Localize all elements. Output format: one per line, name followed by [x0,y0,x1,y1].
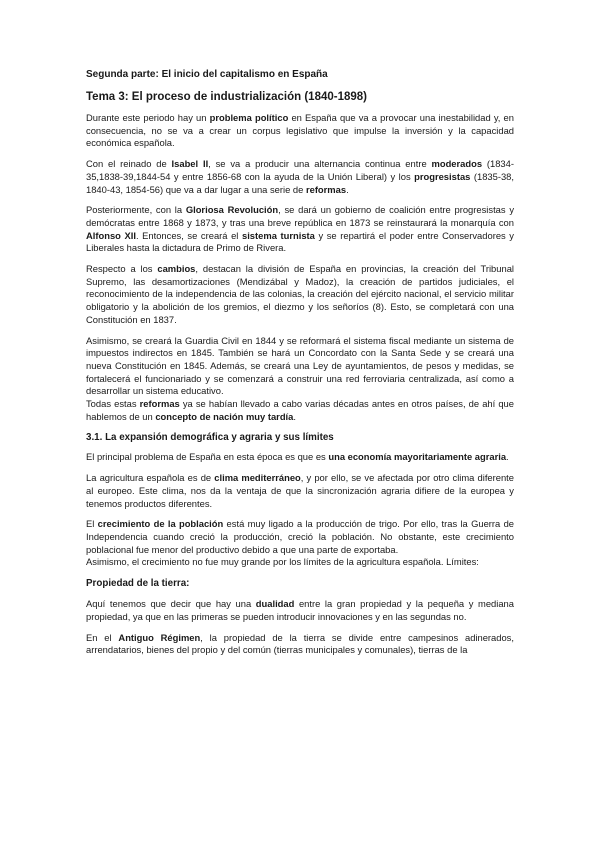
paragraph-economia-agraria [86,451,514,464]
bold-run: reformas [139,398,180,410]
bold-run: problema político [209,112,289,123]
paragraph-reformas [86,398,514,423]
bold-run: Gloriosa Revolución [185,204,279,216]
paragraph-isabel-ii [86,158,514,196]
text-run: En el [86,631,119,643]
bold-run: moderados [431,158,483,170]
text-run: . [293,410,296,422]
bold-run: crecimiento de la población [97,518,224,530]
text-run: , se dará un gobierno de coalición entre progresistas y demócratas entre 1868 y 1873, y tras una breve república en 1873 se reinstaurará la monarquía con [86,204,515,228]
text-run: El principal problema de España en esta época es que es [86,451,329,463]
text-run: . [506,451,509,463]
section-title: 3.1. La expansión demográfica y agraria y sus límites [86,432,334,444]
subsection-title: Propiedad de la tierra: [86,578,190,590]
bold-run: una economía mayoritariamente agraria [328,451,507,463]
bold-run: dualidad [255,598,295,610]
text-run: , se va a producir una alternancia continua entre [208,158,432,170]
paragraph-dualidad [86,598,514,623]
part-title: Segunda parte: El inicio del capitalismo en España [86,69,328,80]
text-run: , la propiedad de la tierra se divide entre campesinos adinerados, arrendatarios, bienes del propio y del común (tierras municipales y comunales), tierras de la [86,631,514,656]
bold-run: concepto de nación muy tardía [155,410,294,422]
paragraph-antiguo-regimen [86,632,514,657]
text-run: . [346,183,349,195]
text-run: (1834-35,1838-39,1844-54 y entre 1856-68 con la ayuda de la Unión Liberal) y los [86,158,514,182]
text-run: Todas estas [86,398,140,410]
text-run: entre la gran propiedad y la pequeña y mediana propiedad, ya que en las primeras se pueden introducir innovaciones y en las segundas no. [86,598,514,622]
bold-run: progresistas [414,170,471,182]
bold-run: cambios [157,263,196,275]
tema-title: Tema 3: El proceso de industrialización (1840-1898) [86,91,367,103]
text-run: , y por ello, se ve afectada por otro clima diferente al europeo. Este clima, nos da la ventaja de que la sincronización agraria difiere de la europea y tenemos productos diferentes. [86,472,515,509]
text-run: y se repartirá el poder entre Conservadores y Liberales hasta la dictadura de Primo de Rivera. [86,229,514,254]
paragraph-clima [86,472,514,510]
text-run: El [86,518,98,530]
paragraph-poblacion [86,518,514,556]
text-run: ya se habían llevado a cabo varias décadas antes en otros países, de ahí que hablemos de un [86,398,514,422]
bold-run: sistema turnista [241,229,315,241]
paragraph-gloriosa [86,204,514,255]
text-run: . Entonces, se creará el [135,229,242,241]
text-run: , destacan la división de España en provincias, la creación del Tribunal Supremo, las desamortizaciones (Mendizábal y Madoz), la creación de partidos judiciales, el reconocimiento de la independencia de las colonias, la creación del ejército nacional, el servicio militar obligatorio y la abolición de los gremios, el diezmo y los señoríos (8). Esto, se completará con una Constitución en 1837. [86,263,514,325]
text-run: en España que va a provocar una inestabilidad y, en consecuencia, no se va a crear un corpus legislativo que impulse la inversión y la capacidad económica española. [86,112,514,149]
paragraph-cambios [86,263,514,327]
bold-run: reformas [305,183,347,195]
document-page [86,68,514,665]
bold-run: Isabel II [171,158,209,170]
text-run: Durante este periodo hay un [86,112,210,123]
bold-run: Alfonso XII [86,229,136,241]
paragraph-guardia-civil: Asimismo, se creará la Guardia Civil en 1844 y se reformará el sistema fiscal mediante un sistema de impuestos indirectos en 1845. También se hará un Concordato con la Santa Sede y se creará una nueva Constitución en 1845. Además, se creará una Ley de ayuntamientos, de pesos y medidas, se fortalecerá el funcionariado y se comenzará a construir una red ferroviaria centralizada, así como a desarrollar un sistema educativo. [86,334,514,397]
text-run: Aquí tenemos que decir que hay una [86,598,256,610]
paragraph-political-problem [86,112,514,150]
text-run: La agricultura española es de [86,472,215,484]
text-run: Posteriormente, con la [86,204,186,216]
bold-run: clima mediterráneo [214,472,301,484]
text-run: está muy ligado a la producción de trigo. Por ello, tras la Guerra de Independencia cuando creció la producción, creció la población. No obstante, este crecimiento poblacional fue menor del productivo debido a que una parte de exportaba. [86,518,514,555]
text-run: Respecto a los [86,263,158,275]
paragraph-limites: Asimismo, el crecimiento no fue muy grande por los límites de la agricultura española. Límites: [86,556,479,568]
bold-run: Antiguo Régimen [118,631,201,643]
text-run: (1835-38, 1840-43, 1854-56) que va a dar lugar a una serie de [86,170,514,195]
text-run: Con el reinado de [86,158,172,170]
